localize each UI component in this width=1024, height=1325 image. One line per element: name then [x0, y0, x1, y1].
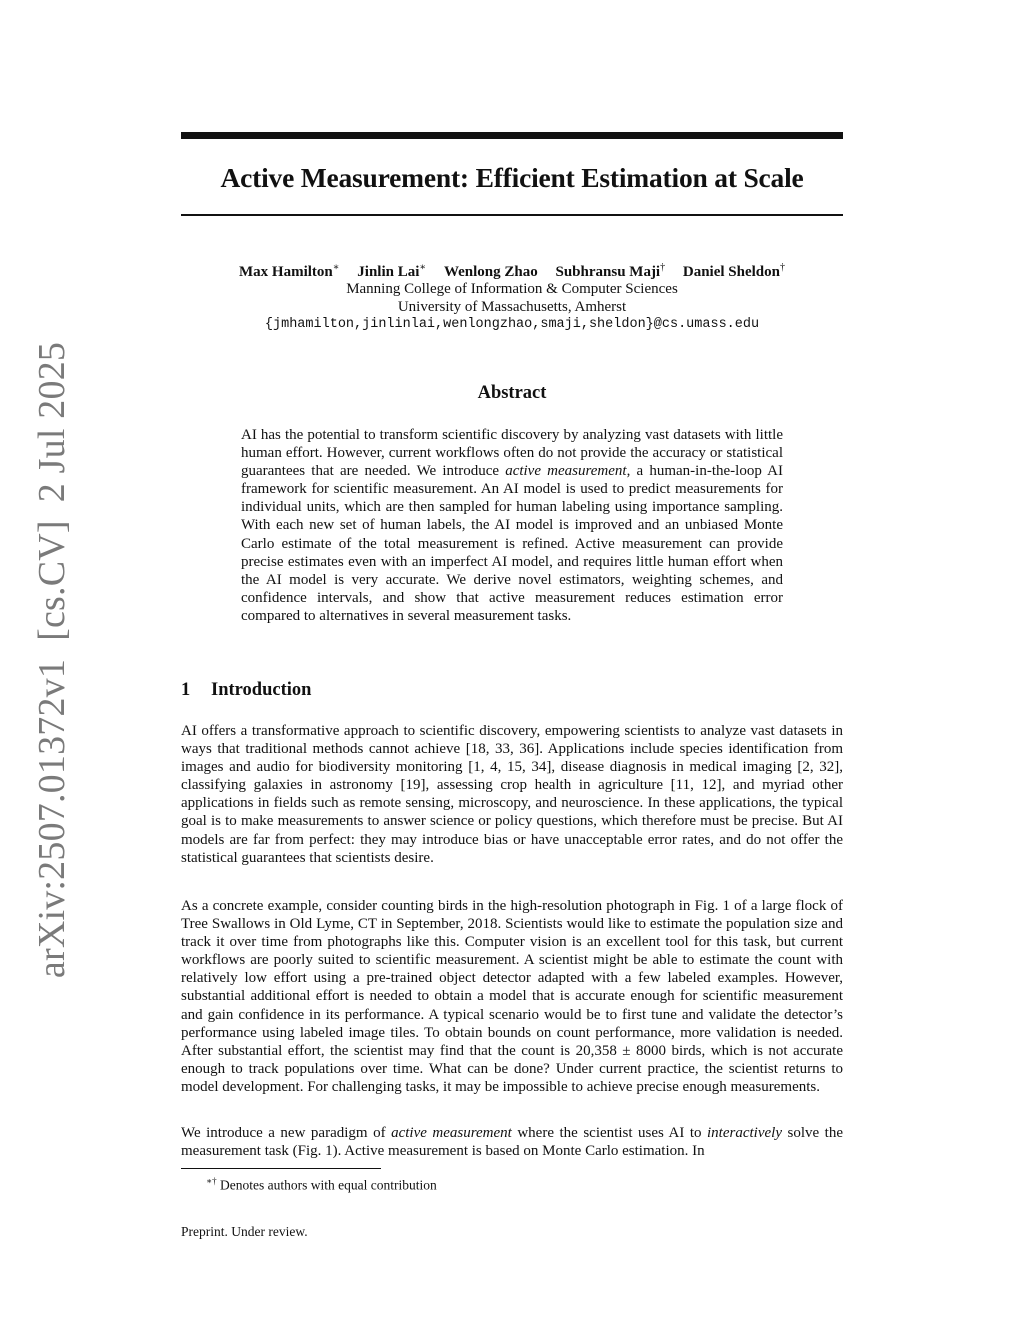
- abstract-body: AI has the potential to transform scientific discovery by analyzing vast datasets with little human effort. However, current workflows often do not provide the accuracy or statistical guarantees that are needed. We introduce active measurement, a human-in-the-loop AI framework for scientific measurement. An AI model is used to predict measurements for individual units, which are then sampled for human labeling using importance sampling. With each new set of human labels, the AI model is improved and an unbiased Monte Carlo estimate of the total measurement is refined. Active measurement can provide precise estimates even with an imperfect AI model, and requires little human effort when the AI model is very accurate. We derive novel estimators, weighting schemes, and confidence intervals, and show that active measurement reduces estimation error compared to alternatives in several measurement tasks.: [241, 427, 783, 624]
- author-emails: {jmhamilton,jinlinlai,wenlongzhao,smaji,sheldon}@cs.umass.edu: [264, 317, 760, 332]
- arxiv-date: 2 Jul 2025: [31, 341, 73, 503]
- abstract-emphasis: active measurement: [505, 463, 627, 480]
- intro-paragraph-3: We introduce a new paradigm of active measurement where the scientist uses AI to interactively solve the measurement task (Fig. 1). Active measurement is based on Monte Carlo estimation. In: [181, 1125, 843, 1160]
- section-title: Introduction: [211, 680, 312, 700]
- arxiv-identifier-stamp: [30, 342, 74, 978]
- title-top-rule: [181, 132, 843, 139]
- section-number: 1: [181, 680, 191, 700]
- author: Max Hamilton∗: [239, 262, 340, 280]
- intro-paragraph-2: As a concrete example, consider counting birds in the high-resolution photograph in Fig. 1 of a large flock of Tree Swallows in Old Lyme, CT in September, 2018. Scientists would like to estimate the population size and track it over time from photographs like this. Computer vision is an excellent tool for this task, but current workflows are poorly suited to scientific measurement. A scientist might be able to estimate the count with relatively low effort using a pre-trained object detector adapted with a few labeled examples. However, substantial additional effort is needed to obtain a model that is accurate enough for scientific measurement and gain confidence in its performance. A typical scenario would be to first tune and validate the detector’s performance using labeled image tiles. To obtain bounds on count performance, more validation is needed. After substantial effort, the scientist may find that the count is 20,358 ± 8000 birds, which is not accurate enough to track populations over time. What can be done? Under current practice, the scientist returns to model development. For challenging tasks, it may be impossible to achieve precise enough measurements.: [181, 898, 843, 1095]
- affiliation-college: Manning College of Information & Computer Sciences: [346, 281, 678, 297]
- footnote-rule: [181, 1168, 381, 1169]
- arxiv-id: arXiv:2507.01372v1: [31, 658, 73, 979]
- affiliation-university: University of Massachusetts, Amherst: [397, 299, 627, 315]
- arxiv-category: [cs.CV]: [31, 520, 73, 641]
- abstract-heading: Abstract: [477, 383, 547, 403]
- author: Jinlin Lai∗: [357, 262, 427, 280]
- footnote: ∗† Denotes authors with equal contribution: [206, 1176, 437, 1193]
- preprint-note: Preprint. Under review.: [181, 1224, 308, 1239]
- author-list: [181, 262, 843, 281]
- author: Wenlong Zhao: [443, 264, 538, 280]
- author: Daniel Sheldon†: [682, 262, 785, 280]
- author: Subhransu Maji†: [555, 262, 666, 280]
- section-heading-introduction: [181, 680, 311, 701]
- intro-paragraph-1: AI offers a transformative approach to scientific discovery, empowering scientists to analyze vast datasets in ways that traditional methods cannot achieve [18, 33, 36]. Applications include species identification from images and audio for biodiversity monitoring [1, 4, 15, 34], disease diagnosis in medical imaging [2, 32], classifying galaxies in astronomy [19], assessing crop health in agriculture [11, 12], and myriad other applications in fields such as remote sensing, microscopy, and neuroscience. In these applications, the typical goal is to make measurements to answer science or policy questions, which therefore must be precise. But AI models are far from perfect: they may introduce bias or have unacceptable error rates, and do not offer the statistical guarantees that scientists desire.: [181, 723, 843, 866]
- title-bottom-rule: [181, 214, 843, 216]
- paper-title: Active Measurement: Efficient Estimation at Scale: [220, 162, 804, 193]
